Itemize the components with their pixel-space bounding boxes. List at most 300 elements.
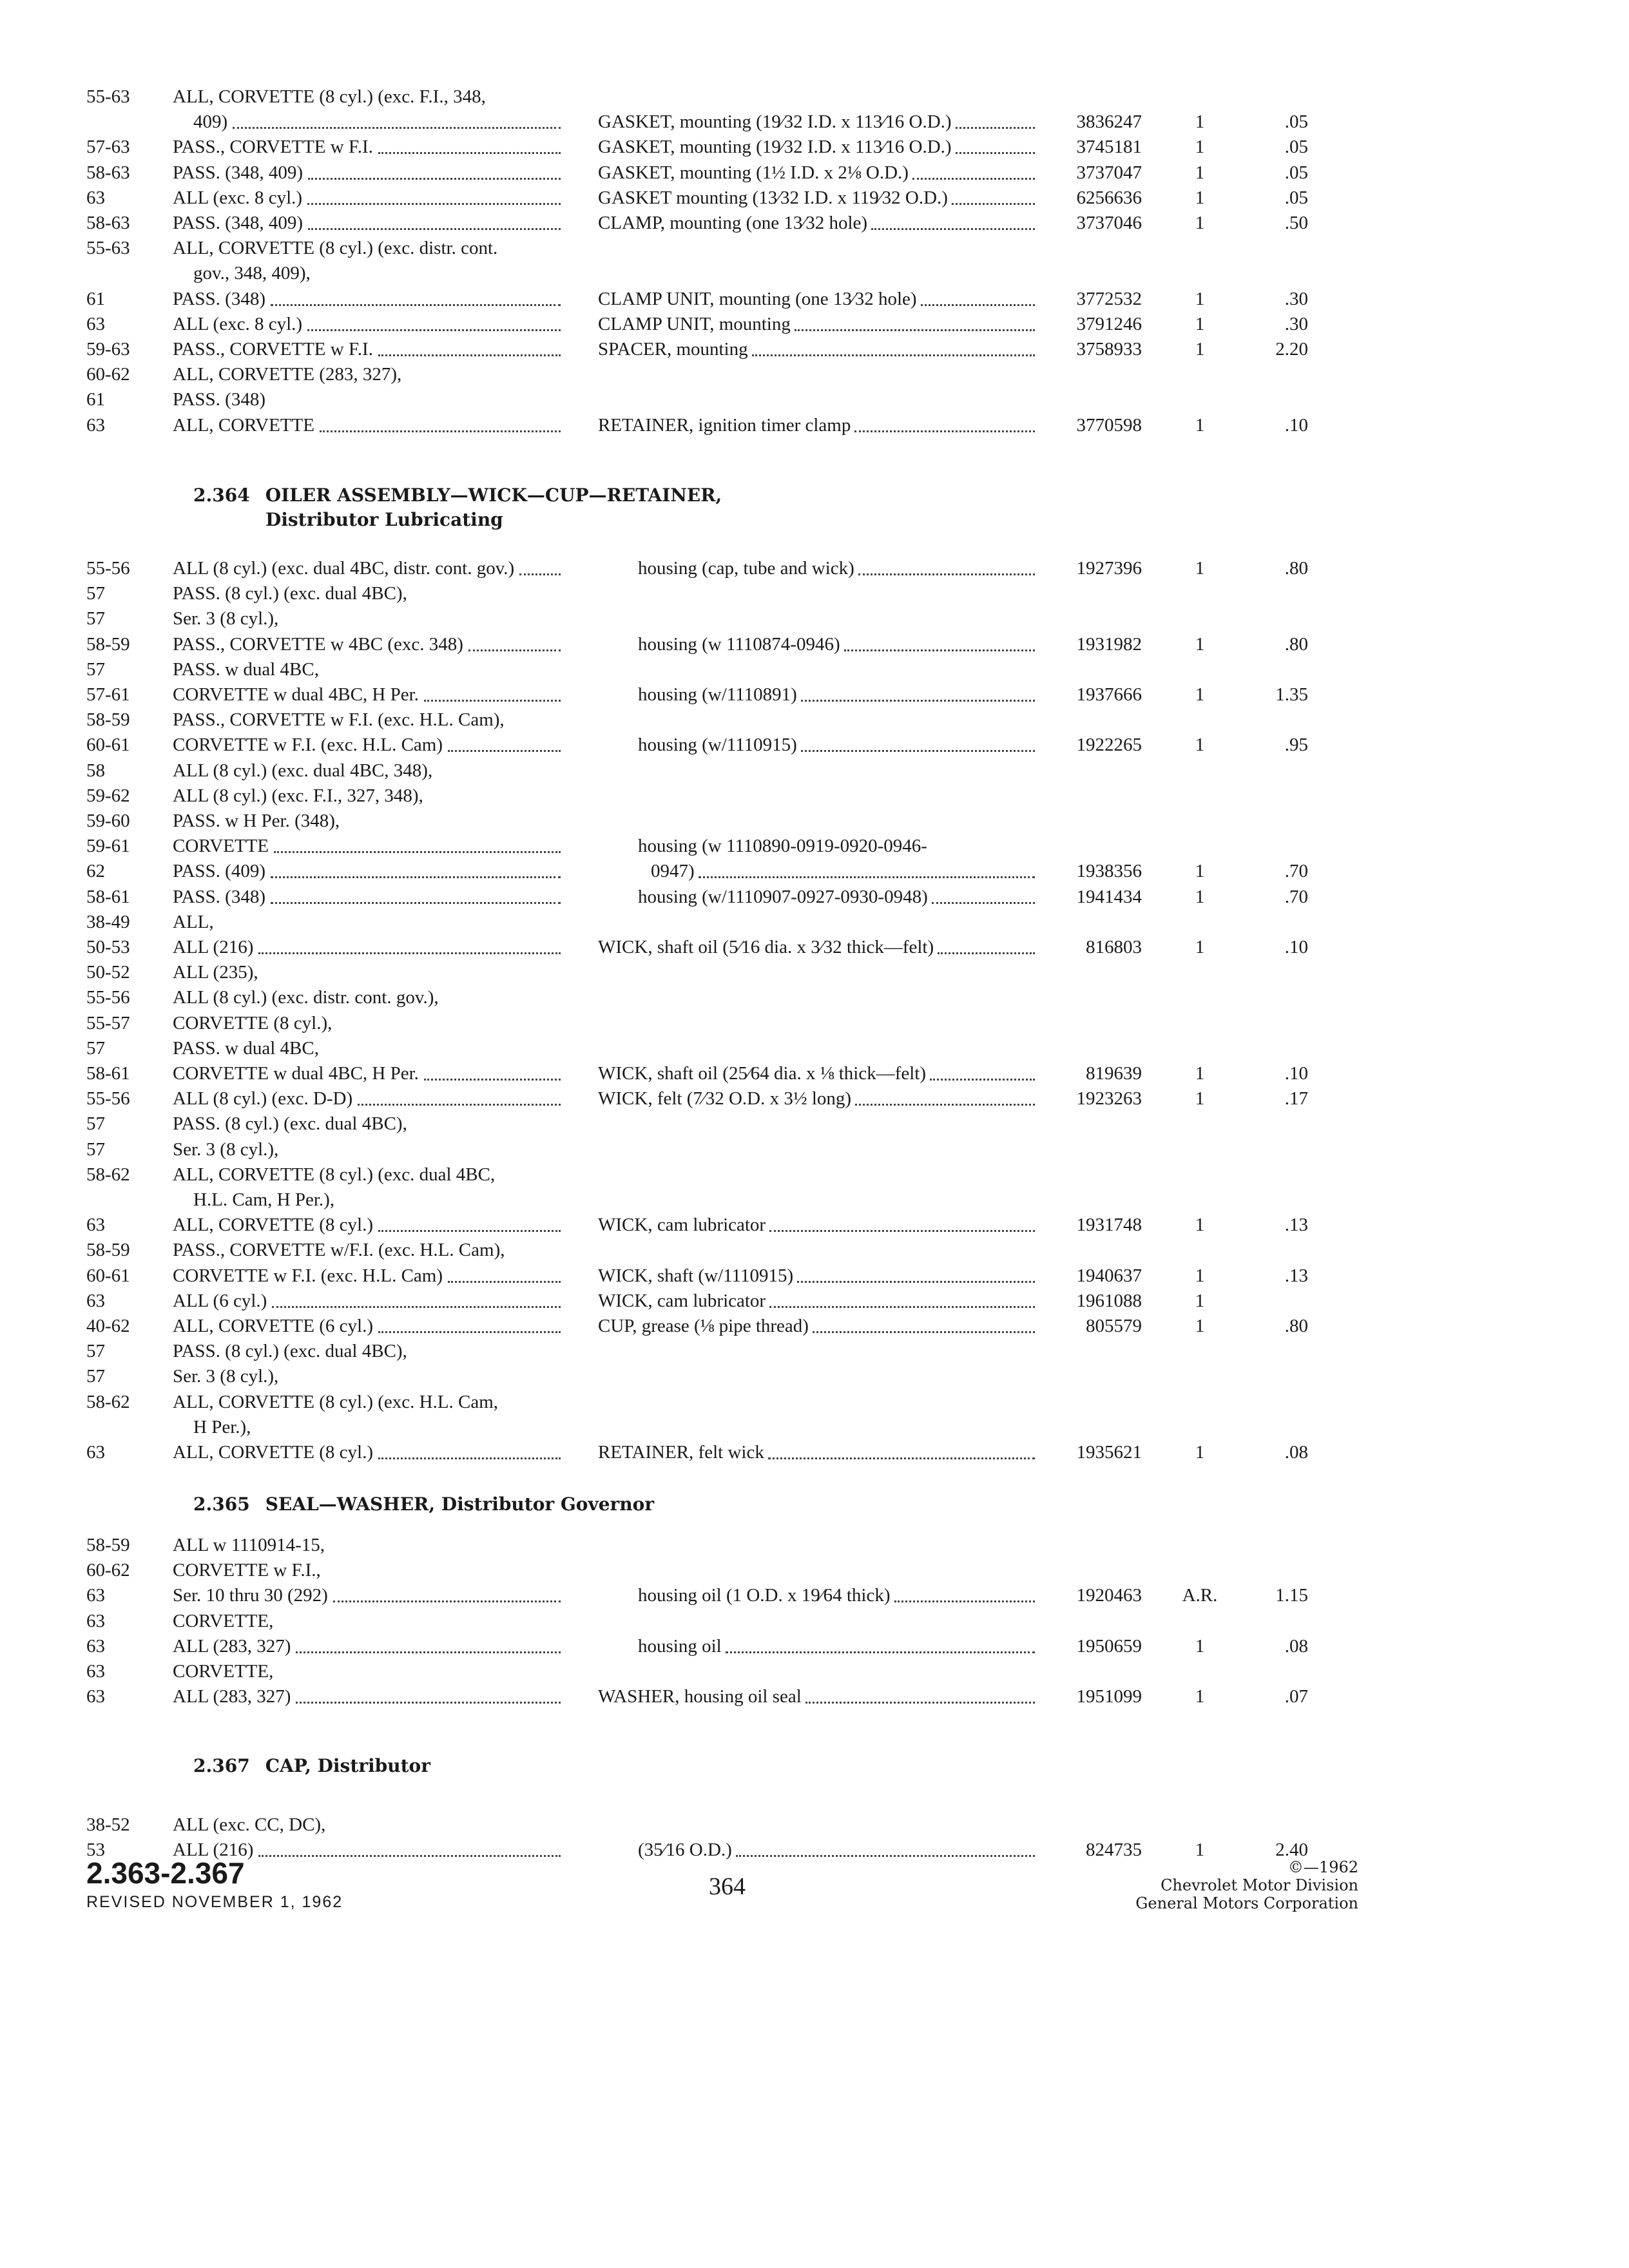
dot-leader xyxy=(519,555,561,575)
list-price: .80 xyxy=(1284,558,1308,579)
section-heading xyxy=(193,483,722,508)
application: ALL, CORVETTE (8 cyl.) (exc. distr. cont. xyxy=(173,238,498,259)
quantity: 1 xyxy=(1195,735,1205,756)
quantity: 1 xyxy=(1195,162,1205,183)
dot-leader xyxy=(307,311,561,331)
dot-leader xyxy=(378,336,561,356)
dot-leader xyxy=(271,858,561,878)
model-years: 63 xyxy=(86,313,105,334)
quantity: 1 xyxy=(1195,861,1205,882)
list-price: 2.40 xyxy=(1275,1840,1308,1861)
footer-revised-date: REVISED NOVEMBER 1, 1962 xyxy=(86,1893,343,1911)
application: CORVETTE, xyxy=(173,1661,274,1682)
part-number: 3758933 xyxy=(1076,339,1142,360)
part-number: 805579 xyxy=(1086,1316,1142,1336)
list-price: .70 xyxy=(1284,861,1308,882)
dot-leader xyxy=(320,412,561,432)
model-years: 57 xyxy=(86,608,105,629)
model-years: 55-56 xyxy=(86,558,130,579)
part-description: GASKET, mounting (19⁄32 I.D. x 113⁄16 O.D.) xyxy=(598,111,952,133)
part-description: WICK, shaft oil (25⁄64 dia. x ⅛ thick—felt) xyxy=(598,1063,927,1084)
parts-row xyxy=(0,412,1629,438)
quantity: 1 xyxy=(1195,886,1205,907)
list-price: 1.15 xyxy=(1275,1585,1308,1606)
part-description: GASKET, mounting (19⁄32 I.D. x 113⁄16 O.D.) xyxy=(598,137,952,158)
application: gov., 348, 409), xyxy=(193,263,311,284)
parts-row xyxy=(0,1313,1629,1339)
application: PASS., CORVETTE w F.I. xyxy=(173,137,373,158)
model-years: 58-59 xyxy=(86,709,130,731)
application: ALL (8 cyl.) (exc. distr. cont. gov.), xyxy=(173,987,439,1008)
application: PASS. w dual 4BC, xyxy=(173,658,319,680)
application: ALL, CORVETTE (6 cyl.) xyxy=(173,1316,373,1336)
model-years: 57 xyxy=(86,1366,105,1387)
model-years: 63 xyxy=(86,1686,105,1707)
part-description: housing (w/1110915) xyxy=(638,735,797,756)
parts-row xyxy=(0,1608,1629,1634)
model-years: 63 xyxy=(86,414,105,436)
application: PASS., CORVETTE w 4BC (exc. 348) xyxy=(173,633,463,655)
model-years: 63 xyxy=(86,187,105,208)
application: CORVETTE, xyxy=(173,1610,274,1631)
footer-publisher xyxy=(1135,1858,1358,1912)
dot-leader xyxy=(921,286,1035,306)
dot-leader xyxy=(378,134,561,154)
parts-row xyxy=(0,581,1629,606)
list-price: .05 xyxy=(1284,162,1308,183)
part-number: 1922265 xyxy=(1076,735,1142,756)
copyright: ©—1962 xyxy=(1287,1858,1358,1876)
dot-leader xyxy=(448,1263,561,1283)
model-years: 59-60 xyxy=(86,811,130,831)
quantity: 1 xyxy=(1195,111,1205,133)
parts-row xyxy=(0,1187,1629,1213)
part-number: 1950659 xyxy=(1076,1635,1142,1657)
model-years: 57 xyxy=(86,1341,105,1362)
dot-leader xyxy=(871,210,1035,230)
part-description: RETAINER, felt wick xyxy=(598,1442,764,1463)
dot-leader xyxy=(448,732,561,752)
model-years: 59-63 xyxy=(86,339,130,360)
application: PASS., CORVETTE w F.I. (exc. H.L. Cam), xyxy=(173,709,505,731)
dot-leader xyxy=(956,134,1035,154)
model-years: 57 xyxy=(86,658,105,680)
part-number: 1938356 xyxy=(1076,861,1142,882)
list-price: .50 xyxy=(1284,213,1308,233)
quantity: 1 xyxy=(1195,1063,1205,1084)
part-description: WICK, cam lubricator xyxy=(598,1290,766,1311)
application: 409) xyxy=(193,111,228,133)
part-number: 1931748 xyxy=(1076,1215,1142,1236)
dot-leader xyxy=(801,682,1035,702)
application: ALL (216) xyxy=(173,937,254,957)
list-price: .13 xyxy=(1284,1215,1308,1236)
application: CORVETTE w F.I. (exc. H.L. Cam) xyxy=(173,735,443,756)
list-price: .10 xyxy=(1284,1063,1308,1084)
application: PASS. (8 cyl.) (exc. dual 4BC), xyxy=(173,583,407,604)
parts-row xyxy=(0,555,1629,581)
parts-row xyxy=(0,1633,1629,1659)
application: PASS. (409) xyxy=(173,861,265,882)
application: CORVETTE w F.I., xyxy=(173,1560,321,1581)
application: CORVETTE w dual 4BC, H Per. xyxy=(173,1063,419,1084)
model-years: 55-63 xyxy=(86,86,130,107)
dot-leader xyxy=(844,631,1035,651)
model-years: 57-63 xyxy=(86,137,130,158)
dot-leader xyxy=(768,1439,1035,1459)
application: ALL (exc. 8 cyl.) xyxy=(173,313,303,334)
list-price: .08 xyxy=(1284,1635,1308,1657)
parts-row xyxy=(0,783,1629,809)
quantity: 1 xyxy=(1195,558,1205,579)
part-description: housing oil xyxy=(638,1635,722,1657)
part-number: 1961088 xyxy=(1076,1290,1142,1311)
dot-leader xyxy=(855,1086,1035,1106)
dot-leader xyxy=(378,1313,561,1333)
application: ALL (8 cyl.) (exc. D-D) xyxy=(173,1088,353,1110)
quantity: 1 xyxy=(1195,937,1205,957)
dot-leader xyxy=(736,1837,1035,1857)
dot-leader xyxy=(795,311,1035,331)
parts-row xyxy=(0,387,1629,412)
application: Ser. 3 (8 cyl.), xyxy=(173,608,279,629)
model-years: 61 xyxy=(86,288,105,309)
application: ALL (283, 327) xyxy=(173,1635,291,1657)
parts-row xyxy=(0,1812,1629,1838)
model-years: 58-63 xyxy=(86,162,130,183)
parts-row xyxy=(0,185,1629,211)
application: ALL, CORVETTE (8 cyl.) (exc. dual 4BC, xyxy=(173,1164,496,1185)
section-heading xyxy=(193,1492,654,1517)
model-years: 63 xyxy=(86,1215,105,1236)
quantity: 1 xyxy=(1195,1316,1205,1336)
part-description: housing (w 1110874-0946) xyxy=(638,633,840,655)
section-heading xyxy=(193,1754,430,1778)
parts-row xyxy=(0,758,1629,783)
parts-row xyxy=(0,109,1629,135)
parts-row xyxy=(0,985,1629,1010)
parts-row xyxy=(0,808,1629,834)
model-years: 57-61 xyxy=(86,684,130,705)
application: PASS. (348) xyxy=(173,389,265,410)
dot-leader xyxy=(769,1288,1035,1308)
part-number: 3770598 xyxy=(1076,414,1142,436)
quantity: 1 xyxy=(1195,1290,1205,1311)
list-price: 1.35 xyxy=(1275,684,1308,705)
application: ALL, CORVETTE (8 cyl.) (exc. H.L. Cam, xyxy=(173,1391,499,1412)
application: ALL (283, 327) xyxy=(173,1686,291,1707)
list-price: .07 xyxy=(1284,1686,1308,1707)
parts-row xyxy=(0,1035,1629,1061)
quantity: 1 xyxy=(1195,414,1205,436)
part-number: 3737046 xyxy=(1076,213,1142,233)
part-description: WICK, shaft (w/1110915) xyxy=(598,1265,794,1286)
part-description: housing oil (1 O.D. x 19⁄64 thick) xyxy=(638,1585,891,1606)
parts-row xyxy=(0,1137,1629,1162)
part-description: CUP, grease (⅛ pipe thread) xyxy=(598,1316,809,1336)
parts-row xyxy=(0,1414,1629,1440)
dot-leader xyxy=(378,1212,561,1232)
dot-leader xyxy=(932,884,1035,904)
part-number: 3791246 xyxy=(1076,313,1142,334)
model-years: 60-62 xyxy=(86,1560,130,1581)
model-years: 50-53 xyxy=(86,937,130,957)
application: PASS. (348, 409) xyxy=(173,213,303,233)
parts-row xyxy=(0,1086,1629,1111)
part-number: 816803 xyxy=(1086,937,1142,957)
application: ALL (exc. 8 cyl.) xyxy=(173,187,303,208)
application: ALL (exc. CC, DC), xyxy=(173,1814,326,1835)
parts-row xyxy=(0,210,1629,236)
part-description: GASKET, mounting (1½ I.D. x 2⅛ O.D.) xyxy=(598,162,909,183)
parts-row xyxy=(0,1338,1629,1364)
list-price: 2.20 xyxy=(1275,339,1308,360)
quantity: 1 xyxy=(1195,288,1205,309)
list-price: .05 xyxy=(1284,187,1308,208)
publisher-division: Chevrolet Motor Division xyxy=(1161,1876,1358,1894)
application: PASS., CORVETTE w F.I. xyxy=(173,339,373,360)
dot-leader xyxy=(797,1263,1035,1283)
model-years: 57 xyxy=(86,583,105,604)
part-description: SPACER, mounting xyxy=(598,339,748,360)
part-number: 3737047 xyxy=(1076,162,1142,183)
parts-row xyxy=(0,1389,1629,1415)
quantity: 1 xyxy=(1195,1088,1205,1110)
list-price: .95 xyxy=(1284,735,1308,756)
application: ALL, CORVETTE xyxy=(173,414,314,436)
part-description: WICK, shaft oil (5⁄16 dia. x 3⁄32 thick—felt) xyxy=(598,937,934,957)
parts-row xyxy=(0,1061,1629,1086)
model-years: 60-62 xyxy=(86,364,130,385)
dot-leader xyxy=(307,185,561,205)
application: ALL, CORVETTE (8 cyl.) (exc. F.I., 348, xyxy=(173,86,486,107)
application: PASS., CORVETTE w/F.I. (exc. H.L. Cam), xyxy=(173,1240,505,1261)
part-description: housing (w/1110907-0927-0930-0948) xyxy=(638,886,928,907)
model-years: 58-63 xyxy=(86,213,130,233)
dot-leader xyxy=(952,185,1035,205)
parts-row xyxy=(0,336,1629,362)
model-years: 63 xyxy=(86,1661,105,1682)
dot-leader xyxy=(938,934,1035,954)
model-years: 38-52 xyxy=(86,1814,130,1835)
list-price: .17 xyxy=(1284,1088,1308,1110)
model-years: 57 xyxy=(86,1037,105,1059)
quantity: 1 xyxy=(1195,633,1205,655)
model-years: 62 xyxy=(86,861,105,882)
model-years: 58-62 xyxy=(86,1164,130,1185)
part-number: 1920463 xyxy=(1076,1585,1142,1606)
dot-leader xyxy=(308,160,561,180)
list-price: .30 xyxy=(1284,313,1308,334)
parts-row xyxy=(0,1684,1629,1709)
dot-leader xyxy=(813,1313,1035,1333)
dot-leader xyxy=(424,682,561,702)
parts-row xyxy=(0,286,1629,312)
parts-row xyxy=(0,1288,1629,1314)
dot-leader xyxy=(699,858,1035,878)
parts-row xyxy=(0,1439,1629,1465)
application: PASS. (348) xyxy=(173,288,265,309)
part-number: 824735 xyxy=(1086,1840,1142,1861)
parts-row xyxy=(0,1363,1629,1389)
dot-leader xyxy=(378,1439,561,1459)
part-number: 1937666 xyxy=(1076,684,1142,705)
section-title: OILER ASSEMBLY—WICK—CUP—RETAINER, xyxy=(265,485,722,506)
application: ALL, xyxy=(173,911,214,932)
model-years: 60-61 xyxy=(86,1265,130,1286)
dot-leader xyxy=(752,336,1035,356)
part-description: WASHER, housing oil seal xyxy=(598,1686,802,1707)
dot-leader xyxy=(358,1086,561,1106)
parts-row xyxy=(0,235,1629,261)
quantity: 1 xyxy=(1195,1442,1205,1463)
model-years: 59-62 xyxy=(86,785,130,806)
application: CORVETTE w dual 4BC, H Per. xyxy=(173,684,419,705)
part-number: 3745181 xyxy=(1076,137,1142,158)
application: ALL, CORVETTE (8 cyl.) xyxy=(173,1215,373,1236)
quantity: 1 xyxy=(1195,137,1205,158)
part-description: WICK, felt (7⁄32 O.D. x 3½ long) xyxy=(598,1088,852,1110)
dot-leader xyxy=(271,286,561,306)
dot-leader xyxy=(854,412,1035,432)
model-years: 38-49 xyxy=(86,911,130,932)
part-description: GASKET mounting (13⁄32 I.D. x 119⁄32 O.D.) xyxy=(598,187,948,208)
page-number: 364 xyxy=(709,1873,746,1900)
part-description: housing (w/1110891) xyxy=(638,684,797,705)
list-price: .80 xyxy=(1284,1316,1308,1336)
list-price: .70 xyxy=(1284,886,1308,907)
list-price: .05 xyxy=(1284,111,1308,133)
part-description: housing (w 1110890-0919-0920-0946- xyxy=(638,836,927,857)
application: ALL w 1110914-15, xyxy=(173,1535,325,1555)
model-years: 58-59 xyxy=(86,1535,130,1555)
application: Ser. 3 (8 cyl.), xyxy=(173,1139,279,1160)
model-years: 63 xyxy=(86,1610,105,1631)
model-years: 55-63 xyxy=(86,238,130,259)
part-description: CLAMP, mounting (one 13⁄32 hole) xyxy=(598,213,868,233)
dot-leader xyxy=(274,833,561,853)
application: ALL (6 cyl.) xyxy=(173,1290,267,1311)
section-title: SEAL—WASHER, Distributor Governor xyxy=(265,1494,655,1515)
part-number: 3836247 xyxy=(1076,111,1142,133)
list-price: .08 xyxy=(1284,1442,1308,1463)
parts-row xyxy=(0,1557,1629,1583)
application: PASS. (8 cyl.) (exc. dual 4BC), xyxy=(173,1113,407,1135)
application: ALL, CORVETTE (283, 327), xyxy=(173,364,402,385)
publisher-corporation: General Motors Corporation xyxy=(1135,1894,1358,1912)
model-years: 55-56 xyxy=(86,987,130,1008)
parts-row xyxy=(0,707,1629,733)
part-description: (35⁄16 O.D.) xyxy=(638,1840,732,1861)
application: PASS. w H Per. (348), xyxy=(173,811,340,831)
application: Ser. 10 thru 30 (292) xyxy=(173,1585,328,1606)
parts-row xyxy=(0,1010,1629,1036)
quantity: 1 xyxy=(1195,1686,1205,1707)
part-description: RETAINER, ignition timer clamp xyxy=(598,414,851,436)
parts-row xyxy=(0,657,1629,682)
model-years: 63 xyxy=(86,1290,105,1311)
application: ALL (235), xyxy=(173,962,258,983)
model-years: 58 xyxy=(86,760,105,781)
dot-leader xyxy=(956,109,1035,129)
dot-leader xyxy=(769,1212,1035,1232)
model-years: 58-59 xyxy=(86,633,130,655)
quantity: A.R. xyxy=(1182,1585,1218,1606)
parts-row xyxy=(0,959,1629,985)
application: CORVETTE (8 cyl.), xyxy=(173,1012,333,1033)
parts-row xyxy=(0,1263,1629,1289)
section-number: 2.364 xyxy=(193,485,250,506)
footer-section-range: 2.363-2.367 xyxy=(86,1856,245,1890)
application: CORVETTE xyxy=(173,836,269,857)
parts-row xyxy=(0,1582,1629,1608)
parts-row xyxy=(0,1658,1629,1684)
list-price: .05 xyxy=(1284,137,1308,158)
model-years: 61 xyxy=(86,389,105,410)
quantity: 1 xyxy=(1195,684,1205,705)
part-number: 1923263 xyxy=(1076,1088,1142,1110)
application: PASS. (8 cyl.) (exc. dual 4BC), xyxy=(173,1341,407,1362)
quantity: 1 xyxy=(1195,1840,1205,1861)
model-years: 57 xyxy=(86,1113,105,1135)
parts-row xyxy=(0,361,1629,387)
list-price: .80 xyxy=(1284,633,1308,655)
section-number: 2.367 xyxy=(193,1755,250,1776)
list-price: .10 xyxy=(1284,414,1308,436)
dot-leader xyxy=(468,631,561,651)
list-price: .10 xyxy=(1284,937,1308,957)
part-number: 1935621 xyxy=(1076,1442,1142,1463)
quantity: 1 xyxy=(1195,213,1205,233)
part-number: 6256636 xyxy=(1076,187,1142,208)
dot-leader xyxy=(912,160,1035,180)
quantity: 1 xyxy=(1195,313,1205,334)
list-price: .13 xyxy=(1284,1265,1308,1286)
parts-row xyxy=(0,260,1629,286)
quantity: 1 xyxy=(1195,1215,1205,1236)
model-years: 50-52 xyxy=(86,962,130,983)
application: ALL (216) xyxy=(173,1840,254,1861)
model-years: 55-57 xyxy=(86,1012,130,1033)
part-description: housing (cap, tube and wick) xyxy=(638,558,854,579)
application: H.L. Cam, H Per.), xyxy=(193,1189,335,1210)
quantity: 1 xyxy=(1195,339,1205,360)
parts-row xyxy=(0,732,1629,758)
dot-leader xyxy=(271,884,561,904)
dot-leader xyxy=(726,1633,1035,1653)
application: PASS. (348) xyxy=(173,886,265,907)
parts-row xyxy=(0,833,1629,859)
part-number: 1927396 xyxy=(1076,558,1142,579)
application: PASS. (348, 409) xyxy=(173,162,303,183)
list-price: .30 xyxy=(1284,288,1308,309)
model-years: 40-62 xyxy=(86,1316,130,1336)
model-years: 63 xyxy=(86,1635,105,1657)
parts-row xyxy=(0,1212,1629,1238)
model-years: 59-61 xyxy=(86,836,130,857)
parts-row xyxy=(0,884,1629,910)
parts-row xyxy=(0,84,1629,110)
application: ALL, CORVETTE (8 cyl.) xyxy=(173,1442,373,1463)
part-number: 1941434 xyxy=(1076,886,1142,907)
dot-leader xyxy=(333,1582,561,1602)
part-number: 1951099 xyxy=(1076,1686,1142,1707)
parts-row xyxy=(0,631,1629,657)
application: CORVETTE w F.I. (exc. H.L. Cam) xyxy=(173,1265,443,1286)
part-number: 3772532 xyxy=(1076,288,1142,309)
parts-row xyxy=(0,1532,1629,1558)
part-description: WICK, cam lubricator xyxy=(598,1215,766,1236)
